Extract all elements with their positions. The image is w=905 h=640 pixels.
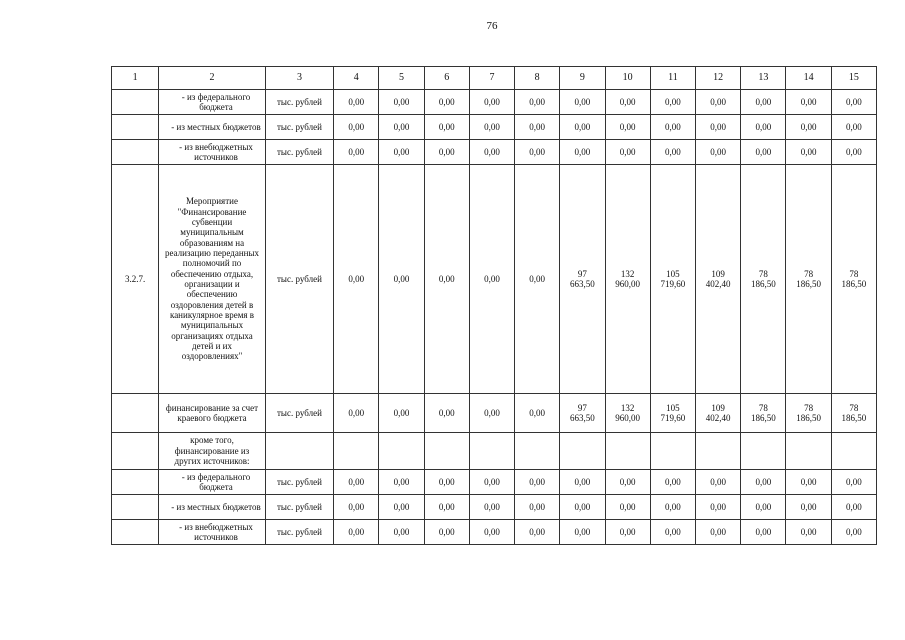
- value-cell: 105 719,60: [650, 165, 695, 394]
- value-cell: 0,00: [379, 140, 424, 165]
- budget-table: [111, 66, 877, 545]
- table-row: [112, 433, 877, 470]
- table-body: [112, 90, 877, 545]
- value-cell: 0,00: [379, 115, 424, 140]
- value-cell: 0,00: [786, 115, 831, 140]
- value-cell: 0,00: [605, 470, 650, 495]
- value-cell: 0,00: [650, 520, 695, 545]
- value-cell: 0,00: [650, 90, 695, 115]
- row-description: - из местных бюджетов: [159, 115, 266, 140]
- value-cell: 0,00: [605, 495, 650, 520]
- table-row: [112, 520, 877, 545]
- value-cell: 0,00: [605, 140, 650, 165]
- value-cell: 0,00: [605, 520, 650, 545]
- value-cell: 0,00: [741, 90, 786, 115]
- value-cell: 0,00: [560, 115, 605, 140]
- value-cell: 97 663,50: [560, 394, 605, 433]
- value-cell: 0,00: [469, 394, 514, 433]
- row-description: кроме того, финансирование из других источников:: [159, 433, 266, 470]
- value-cell: 0,00: [424, 140, 469, 165]
- value-cell: 0,00: [605, 90, 650, 115]
- value-cell: 0,00: [741, 495, 786, 520]
- value-cell: 0,00: [786, 495, 831, 520]
- table-row: [112, 115, 877, 140]
- value-cell: 78 186,50: [741, 394, 786, 433]
- value-cell: 0,00: [831, 470, 876, 495]
- value-cell: 0,00: [424, 90, 469, 115]
- row-unit: тыс. рублей: [265, 140, 333, 165]
- value-cell: 0,00: [424, 115, 469, 140]
- header-row: [112, 67, 877, 90]
- value-cell: 0,00: [696, 90, 741, 115]
- value-cell: 78 186,50: [831, 165, 876, 394]
- row-unit: тыс. рублей: [265, 90, 333, 115]
- value-cell: 0,00: [696, 470, 741, 495]
- row-code: [112, 394, 159, 433]
- column-header: 13: [741, 67, 786, 90]
- table-row: [112, 140, 877, 165]
- column-header: 4: [334, 67, 379, 90]
- row-code: [112, 140, 159, 165]
- value-cell: 0,00: [469, 115, 514, 140]
- column-header: 12: [696, 67, 741, 90]
- value-cell: 0,00: [560, 520, 605, 545]
- value-cell: [831, 433, 876, 470]
- row-unit: [265, 433, 333, 470]
- value-cell: [696, 433, 741, 470]
- value-cell: 0,00: [696, 115, 741, 140]
- row-description: - из внебюджетных источников: [159, 520, 266, 545]
- row-unit: тыс. рублей: [265, 520, 333, 545]
- value-cell: 0,00: [831, 90, 876, 115]
- value-cell: 0,00: [469, 495, 514, 520]
- value-cell: 0,00: [696, 495, 741, 520]
- value-cell: 0,00: [515, 115, 560, 140]
- column-header: 9: [560, 67, 605, 90]
- value-cell: 0,00: [786, 470, 831, 495]
- value-cell: 0,00: [786, 90, 831, 115]
- table-row: [112, 470, 877, 495]
- value-cell: [605, 433, 650, 470]
- table-row: [112, 394, 877, 433]
- table-row: [112, 495, 877, 520]
- value-cell: 0,00: [560, 495, 605, 520]
- row-unit: тыс. рублей: [265, 495, 333, 520]
- value-cell: 132 960,00: [605, 394, 650, 433]
- value-cell: 0,00: [741, 115, 786, 140]
- value-cell: 0,00: [424, 495, 469, 520]
- row-code: [112, 90, 159, 115]
- row-unit: тыс. рублей: [265, 165, 333, 394]
- value-cell: 0,00: [334, 90, 379, 115]
- value-cell: 0,00: [515, 165, 560, 394]
- value-cell: 0,00: [379, 165, 424, 394]
- row-code: [112, 495, 159, 520]
- row-code: [112, 115, 159, 140]
- value-cell: 0,00: [560, 470, 605, 495]
- value-cell: 0,00: [515, 90, 560, 115]
- value-cell: 0,00: [831, 115, 876, 140]
- value-cell: 0,00: [424, 394, 469, 433]
- value-cell: 0,00: [605, 115, 650, 140]
- value-cell: 105 719,60: [650, 394, 695, 433]
- value-cell: 0,00: [379, 495, 424, 520]
- row-code: [112, 520, 159, 545]
- value-cell: 0,00: [424, 470, 469, 495]
- row-description: - из внебюджетных источников: [159, 140, 266, 165]
- value-cell: 0,00: [515, 520, 560, 545]
- value-cell: 0,00: [650, 115, 695, 140]
- value-cell: 0,00: [469, 140, 514, 165]
- value-cell: 0,00: [424, 520, 469, 545]
- page-number: 76: [486, 20, 498, 32]
- value-cell: [334, 433, 379, 470]
- column-header: 14: [786, 67, 831, 90]
- row-unit: тыс. рублей: [265, 115, 333, 140]
- value-cell: 0,00: [334, 115, 379, 140]
- value-cell: 0,00: [334, 495, 379, 520]
- value-cell: 78 186,50: [831, 394, 876, 433]
- value-cell: 97 663,50: [560, 165, 605, 394]
- value-cell: [379, 433, 424, 470]
- value-cell: 0,00: [515, 394, 560, 433]
- value-cell: 0,00: [786, 140, 831, 165]
- row-description: - из местных бюджетов: [159, 495, 266, 520]
- column-header: 8: [515, 67, 560, 90]
- value-cell: 0,00: [741, 520, 786, 545]
- column-header: 3: [265, 67, 333, 90]
- value-cell: 0,00: [831, 520, 876, 545]
- table-row: [112, 90, 877, 115]
- row-code: 3.2.7.: [112, 165, 159, 394]
- value-cell: 0,00: [379, 90, 424, 115]
- value-cell: 0,00: [379, 394, 424, 433]
- row-code: [112, 470, 159, 495]
- column-header: 1: [112, 67, 159, 90]
- value-cell: 0,00: [334, 165, 379, 394]
- value-cell: 109 402,40: [696, 394, 741, 433]
- column-header: 2: [159, 67, 266, 90]
- value-cell: 78 186,50: [786, 165, 831, 394]
- column-header: 6: [424, 67, 469, 90]
- table-row: [112, 165, 877, 394]
- value-cell: 0,00: [379, 520, 424, 545]
- value-cell: [786, 433, 831, 470]
- value-cell: [424, 433, 469, 470]
- value-cell: 0,00: [650, 140, 695, 165]
- value-cell: 0,00: [831, 495, 876, 520]
- value-cell: 0,00: [469, 165, 514, 394]
- value-cell: 0,00: [379, 470, 424, 495]
- value-cell: 0,00: [786, 520, 831, 545]
- value-cell: 0,00: [560, 90, 605, 115]
- value-cell: 0,00: [424, 165, 469, 394]
- row-code: [112, 433, 159, 470]
- value-cell: [741, 433, 786, 470]
- value-cell: 78 186,50: [786, 394, 831, 433]
- value-cell: 0,00: [469, 520, 514, 545]
- value-cell: 0,00: [741, 470, 786, 495]
- column-header: 7: [469, 67, 514, 90]
- row-unit: тыс. рублей: [265, 470, 333, 495]
- row-description: - из федерального бюджета: [159, 470, 266, 495]
- value-cell: 0,00: [334, 394, 379, 433]
- value-cell: 0,00: [334, 470, 379, 495]
- row-description: Мероприятие "Финансирование субвенции муниципальным образованиям на реализацию переданных полномочий по обеспечению отдыха, организации и обеспечению оздоровления детей в каникулярное время в муниципальных организациях отдыха детей и их оздоровлениях": [159, 165, 266, 394]
- value-cell: 0,00: [334, 520, 379, 545]
- row-description: финансирование за счет краевого бюджета: [159, 394, 266, 433]
- value-cell: 0,00: [696, 520, 741, 545]
- value-cell: 0,00: [741, 140, 786, 165]
- row-description: - из федерального бюджета: [159, 90, 266, 115]
- column-header: 10: [605, 67, 650, 90]
- value-cell: 0,00: [650, 495, 695, 520]
- value-cell: 0,00: [469, 90, 514, 115]
- value-cell: [560, 433, 605, 470]
- value-cell: 0,00: [560, 140, 605, 165]
- value-cell: 78 186,50: [741, 165, 786, 394]
- value-cell: 0,00: [515, 495, 560, 520]
- column-header: 11: [650, 67, 695, 90]
- row-unit: тыс. рублей: [265, 394, 333, 433]
- value-cell: 0,00: [515, 140, 560, 165]
- value-cell: 132 960,00: [605, 165, 650, 394]
- column-header: 5: [379, 67, 424, 90]
- value-cell: 0,00: [831, 140, 876, 165]
- value-cell: [515, 433, 560, 470]
- value-cell: 0,00: [696, 140, 741, 165]
- value-cell: [650, 433, 695, 470]
- value-cell: 109 402,40: [696, 165, 741, 394]
- value-cell: 0,00: [469, 470, 514, 495]
- column-header: 15: [831, 67, 876, 90]
- value-cell: 0,00: [650, 470, 695, 495]
- value-cell: 0,00: [515, 470, 560, 495]
- value-cell: [469, 433, 514, 470]
- value-cell: 0,00: [334, 140, 379, 165]
